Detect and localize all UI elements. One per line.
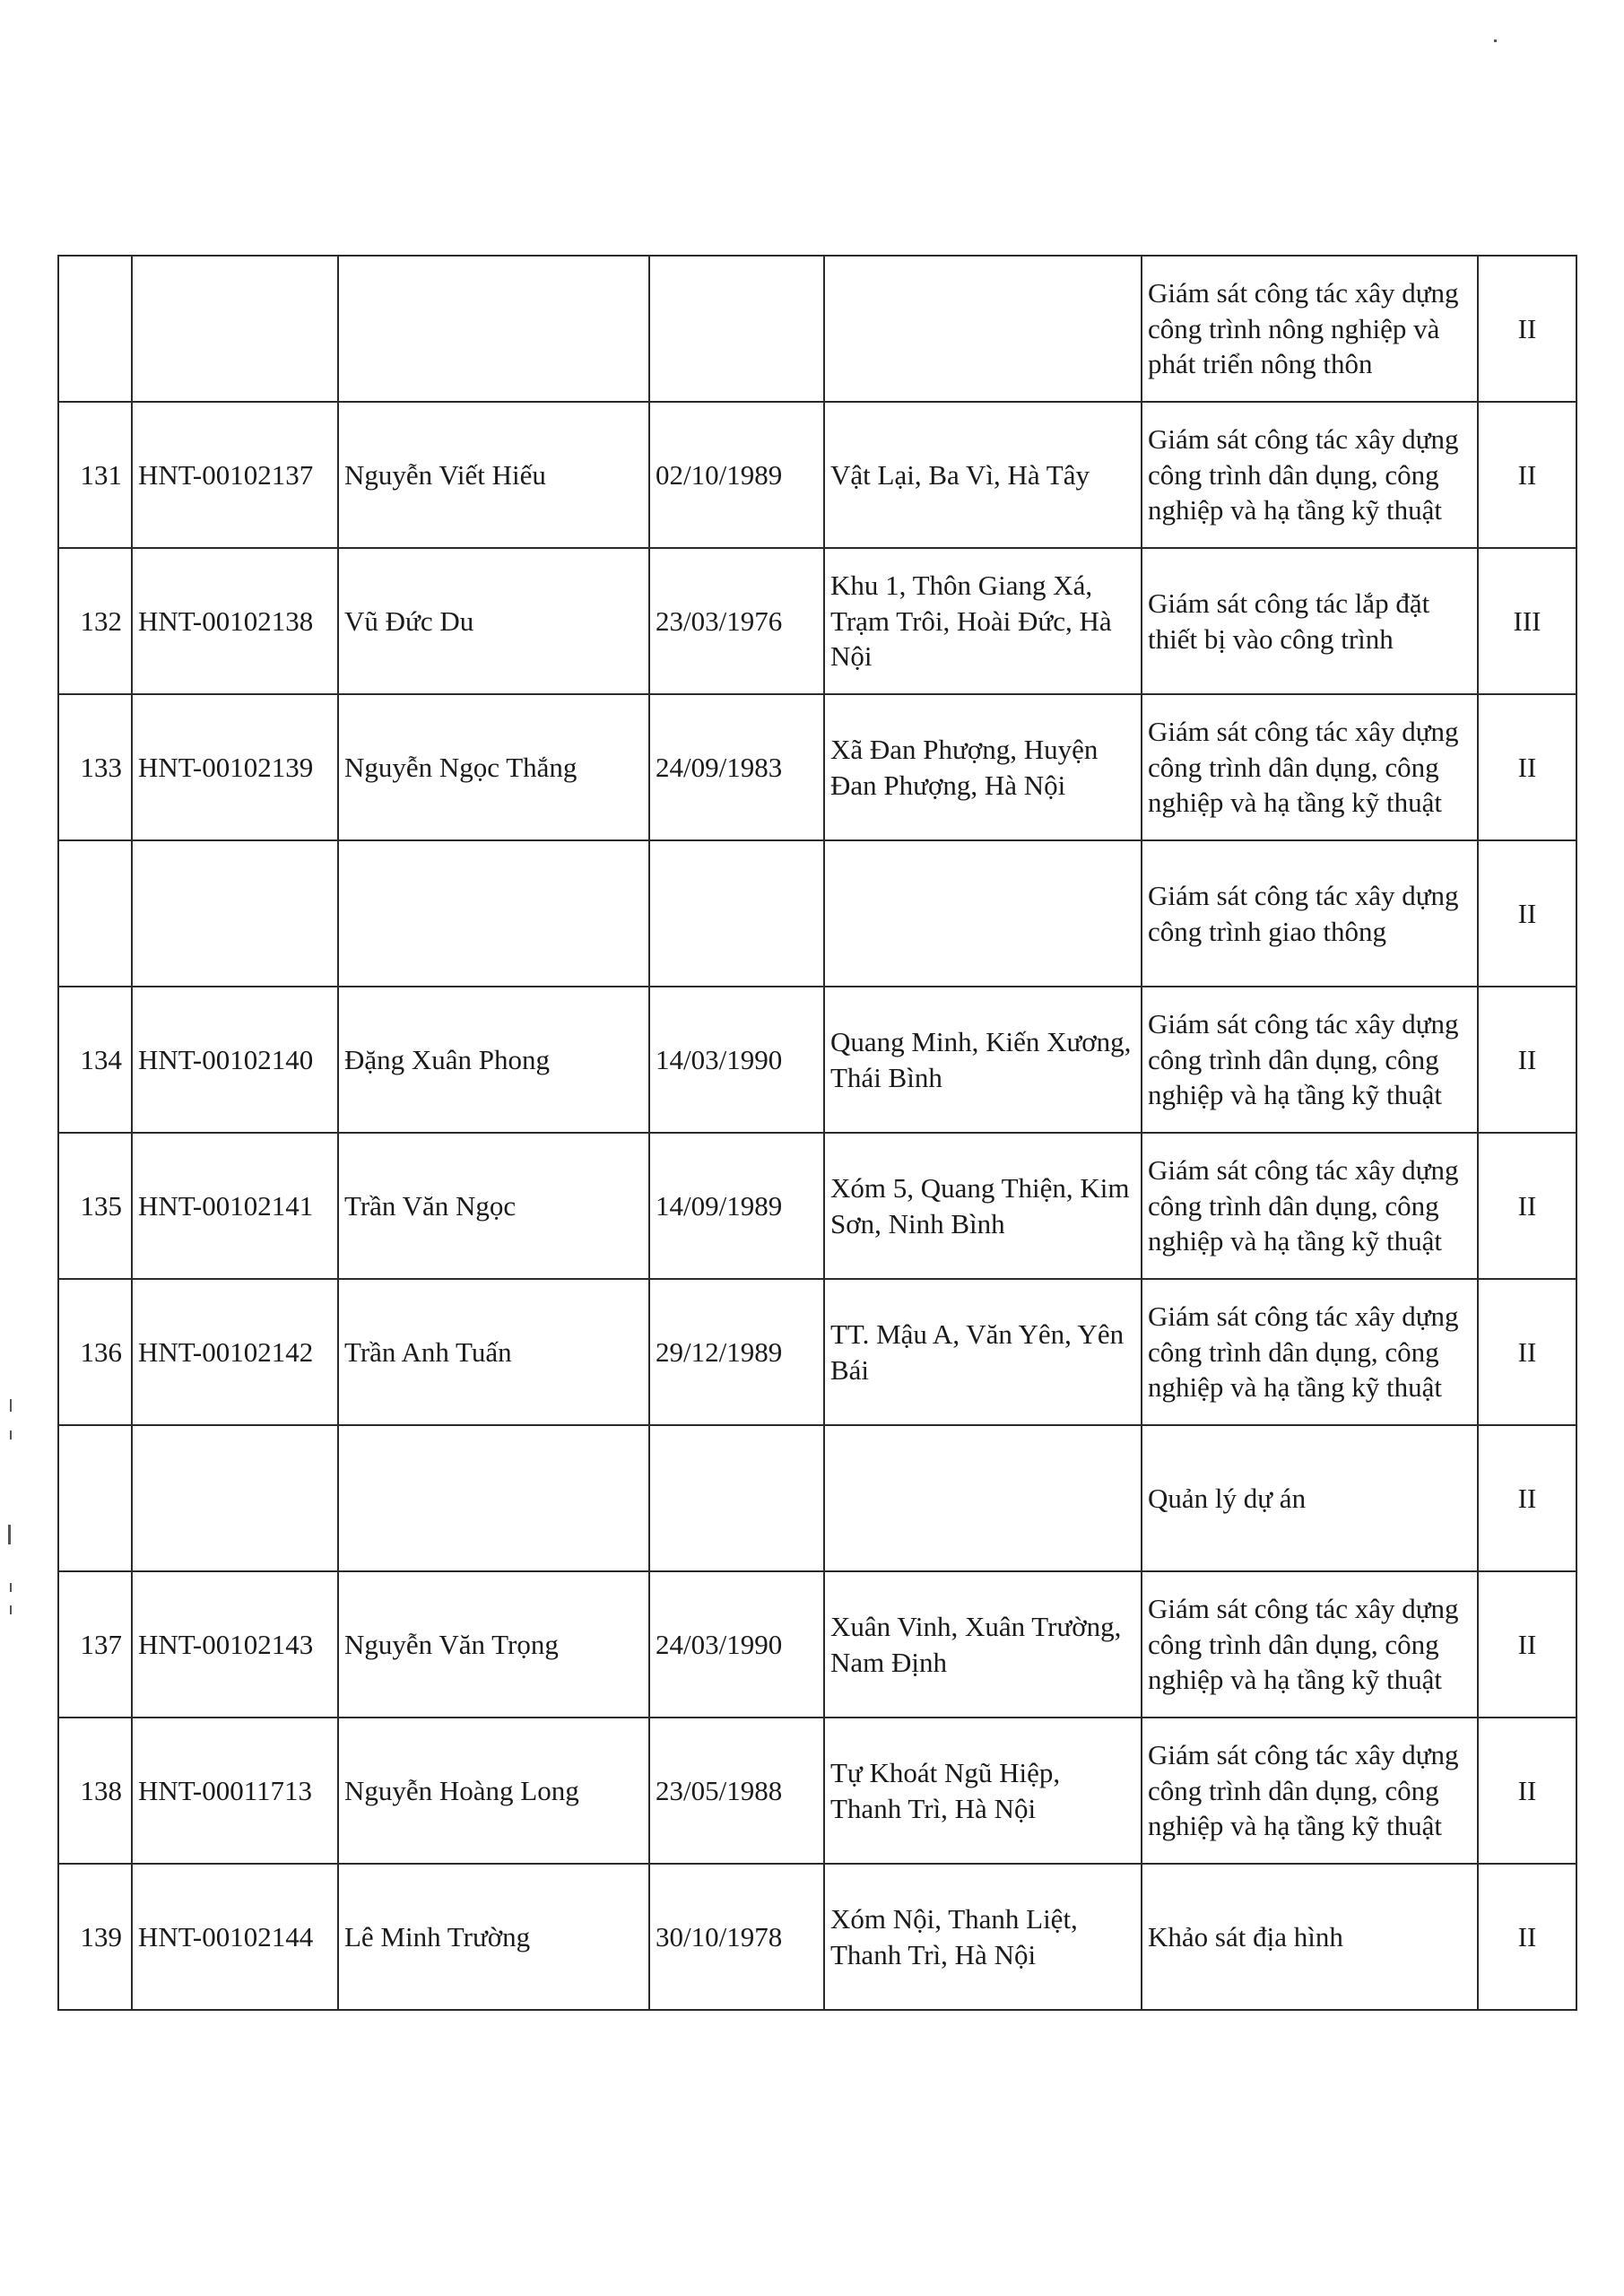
table-row bbox=[58, 256, 1576, 402]
cell-birth-date: 14/03/1990 bbox=[649, 987, 824, 1133]
cell-rank: II bbox=[1478, 1133, 1576, 1279]
cell-birth-date: 30/10/1978 bbox=[649, 1864, 824, 2010]
table-row bbox=[58, 840, 1576, 987]
cell-certificate-code: HNT-00102139 bbox=[132, 694, 338, 840]
table-row bbox=[58, 1279, 1576, 1425]
cell-address: Khu 1, Thôn Giang Xá, Trạm Trôi, Hoài Đức, Hà Nội bbox=[824, 548, 1142, 694]
cell-full-name: Lê Minh Trường bbox=[338, 1864, 649, 2010]
cell-stt: 138 bbox=[58, 1718, 132, 1864]
table-row bbox=[58, 987, 1576, 1133]
cell-practice-field: Khảo sát địa hình bbox=[1142, 1864, 1478, 2010]
cell-birth-date: 02/10/1989 bbox=[649, 402, 824, 548]
scan-mark bbox=[10, 1583, 12, 1592]
cell-practice-field: Giám sát công tác xây dựng công trình dân dụng, công nghiệp và hạ tầng kỹ thuật bbox=[1142, 1718, 1478, 1864]
cell-address: Xuân Vinh, Xuân Trường, Nam Định bbox=[824, 1571, 1142, 1718]
scan-mark bbox=[8, 1525, 11, 1544]
cell-stt: 133 bbox=[58, 694, 132, 840]
table-row bbox=[58, 694, 1576, 840]
table-row bbox=[58, 1133, 1576, 1279]
cell-birth-date: 23/05/1988 bbox=[649, 1718, 824, 1864]
cell-rank: III bbox=[1478, 548, 1576, 694]
cell-rank: II bbox=[1478, 1718, 1576, 1864]
cell-birth-date: 24/03/1990 bbox=[649, 1571, 824, 1718]
cell-certificate-code: HNT-00102138 bbox=[132, 548, 338, 694]
cell-address: Quang Minh, Kiến Xương, Thái Bình bbox=[824, 987, 1142, 1133]
cell-stt bbox=[58, 840, 132, 987]
cell-certificate-code: HNT-00102143 bbox=[132, 1571, 338, 1718]
cell-address: Xóm Nội, Thanh Liệt, Thanh Trì, Hà Nội bbox=[824, 1864, 1142, 2010]
cell-full-name: Vũ Đức Du bbox=[338, 548, 649, 694]
cell-practice-field: Giám sát công tác xây dựng công trình dân dụng, công nghiệp và hạ tầng kỹ thuật bbox=[1142, 987, 1478, 1133]
cell-practice-field: Giám sát công tác xây dựng công trình giao thông bbox=[1142, 840, 1478, 987]
cell-stt bbox=[58, 1425, 132, 1571]
cell-rank: II bbox=[1478, 402, 1576, 548]
cell-practice-field: Giám sát công tác xây dựng công trình dân dụng, công nghiệp và hạ tầng kỹ thuật bbox=[1142, 1571, 1478, 1718]
cell-birth-date: 23/03/1976 bbox=[649, 548, 824, 694]
table-row bbox=[58, 1864, 1576, 2010]
cell-address bbox=[824, 1425, 1142, 1571]
cell-address: TT. Mậu A, Văn Yên, Yên Bái bbox=[824, 1279, 1142, 1425]
cell-full-name: Nguyễn Hoàng Long bbox=[338, 1718, 649, 1864]
cell-stt: 136 bbox=[58, 1279, 132, 1425]
cell-rank: II bbox=[1478, 840, 1576, 987]
cell-address: Xóm 5, Quang Thiện, Kim Sơn, Ninh Bình bbox=[824, 1133, 1142, 1279]
cell-stt bbox=[58, 256, 132, 402]
cell-rank: II bbox=[1478, 1864, 1576, 2010]
cell-full-name bbox=[338, 1425, 649, 1571]
cell-certificate-code: HNT-00011713 bbox=[132, 1718, 338, 1864]
cell-rank: II bbox=[1478, 256, 1576, 402]
cell-rank: II bbox=[1478, 1425, 1576, 1571]
cell-stt: 135 bbox=[58, 1133, 132, 1279]
cell-certificate-code: HNT-00102141 bbox=[132, 1133, 338, 1279]
cell-practice-field: Giám sát công tác xây dựng công trình dân dụng, công nghiệp và hạ tầng kỹ thuật bbox=[1142, 402, 1478, 548]
cell-birth-date: 29/12/1989 bbox=[649, 1279, 824, 1425]
cell-certificate-code bbox=[132, 1425, 338, 1571]
cell-birth-date bbox=[649, 1425, 824, 1571]
cell-address: Tự Khoát Ngũ Hiệp, Thanh Trì, Hà Nội bbox=[824, 1718, 1142, 1864]
scan-mark bbox=[10, 1431, 12, 1439]
cell-full-name: Đặng Xuân Phong bbox=[338, 987, 649, 1133]
scan-mark bbox=[10, 1399, 12, 1412]
cell-full-name bbox=[338, 256, 649, 402]
cell-practice-field: Giám sát công tác xây dựng công trình dân dụng, công nghiệp và hạ tầng kỹ thuật bbox=[1142, 1279, 1478, 1425]
cell-practice-field: Giám sát công tác xây dựng công trình dân dụng, công nghiệp và hạ tầng kỹ thuật bbox=[1142, 694, 1478, 840]
cell-address: Vật Lại, Ba Vì, Hà Tây bbox=[824, 402, 1142, 548]
cell-certificate-code bbox=[132, 840, 338, 987]
cell-stt: 139 bbox=[58, 1864, 132, 2010]
cell-practice-field: Giám sát công tác lắp đặt thiết bị vào công trình bbox=[1142, 548, 1478, 694]
table-row bbox=[58, 1425, 1576, 1571]
cell-full-name: Nguyễn Viết Hiếu bbox=[338, 402, 649, 548]
cell-address bbox=[824, 256, 1142, 402]
scan-mark bbox=[1494, 39, 1497, 42]
cell-stt: 131 bbox=[58, 402, 132, 548]
cell-rank: II bbox=[1478, 1279, 1576, 1425]
cell-full-name: Trần Văn Ngọc bbox=[338, 1133, 649, 1279]
certificate-table bbox=[57, 255, 1577, 2011]
cell-practice-field: Giám sát công tác xây dựng công trình dân dụng, công nghiệp và hạ tầng kỹ thuật bbox=[1142, 1133, 1478, 1279]
cell-practice-field: Giám sát công tác xây dựng công trình nông nghiệp và phát triển nông thôn bbox=[1142, 256, 1478, 402]
table-row bbox=[58, 402, 1576, 548]
cell-stt: 137 bbox=[58, 1571, 132, 1718]
cell-certificate-code: HNT-00102140 bbox=[132, 987, 338, 1133]
cell-rank: II bbox=[1478, 987, 1576, 1133]
table-row bbox=[58, 1571, 1576, 1718]
cell-address bbox=[824, 840, 1142, 987]
cell-address: Xã Đan Phượng, Huyện Đan Phượng, Hà Nội bbox=[824, 694, 1142, 840]
table-row bbox=[58, 1718, 1576, 1864]
cell-certificate-code: HNT-00102137 bbox=[132, 402, 338, 548]
cell-certificate-code: HNT-00102142 bbox=[132, 1279, 338, 1425]
cell-birth-date bbox=[649, 840, 824, 987]
cell-birth-date bbox=[649, 256, 824, 402]
cell-full-name: Nguyễn Ngọc Thắng bbox=[338, 694, 649, 840]
scan-mark bbox=[10, 1605, 12, 1614]
cell-practice-field: Quản lý dự án bbox=[1142, 1425, 1478, 1571]
cell-rank: II bbox=[1478, 1571, 1576, 1718]
cell-birth-date: 24/09/1983 bbox=[649, 694, 824, 840]
cell-full-name: Trần Anh Tuấn bbox=[338, 1279, 649, 1425]
cell-full-name bbox=[338, 840, 649, 987]
cell-certificate-code: HNT-00102144 bbox=[132, 1864, 338, 2010]
cell-stt: 134 bbox=[58, 987, 132, 1133]
cell-stt: 132 bbox=[58, 548, 132, 694]
cell-certificate-code bbox=[132, 256, 338, 402]
cell-full-name: Nguyễn Văn Trọng bbox=[338, 1571, 649, 1718]
cell-rank: II bbox=[1478, 694, 1576, 840]
cell-birth-date: 14/09/1989 bbox=[649, 1133, 824, 1279]
table-row bbox=[58, 548, 1576, 694]
